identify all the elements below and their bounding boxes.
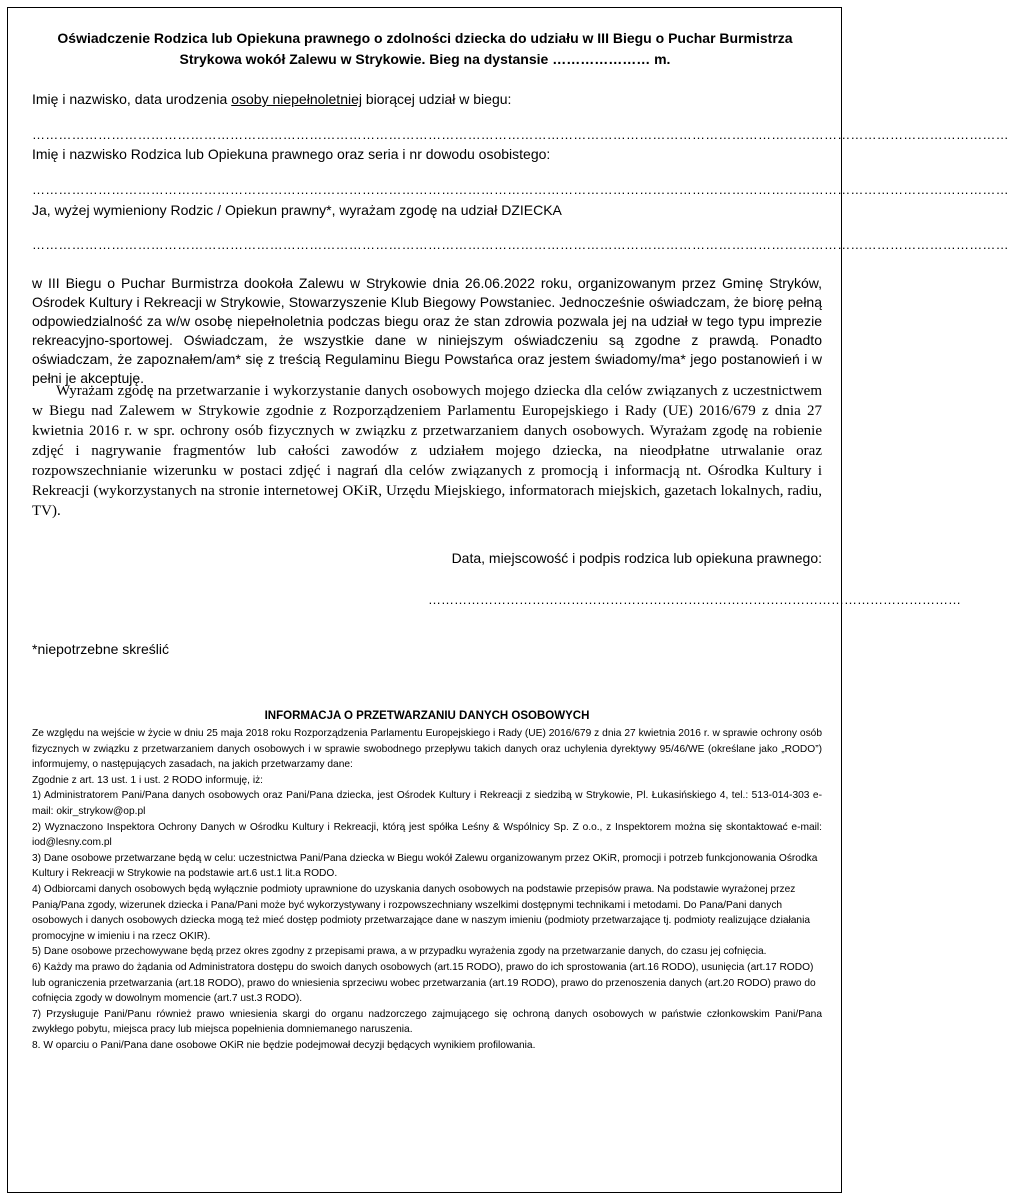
footnote: *niepotrzebne skreślić: [32, 641, 169, 657]
info-item-5: 5) Dane osobowe przechowywane będą przez okres zgodny z przepisami prawa, a w przypadku wyrażenia zgody na przetwarzanie danych, do czasu jej cofnięcia.: [32, 946, 767, 958]
info-item-7: 7) Przysługuje Pani/Panu również prawo wniesienia skargi do organu nadzorczego zajmującego się ochroną danych osobowych w państwie członkowskim Pani/Pana zwykłego pobytu, miejsca pracy lub miejsca popełnienia domniemanego naruszenia.: [32, 1008, 822, 1036]
info-item-1: 1) Administratorem Pani/Pana danych osobowych oraz Pani/Pana dziecka, jest Ośrodek Kultury i Rekreacji z siedzibą w Strykowie, Pl. Łukasińskiego 4, tel.: 513-014-303 e-mail: okir_strykow@op.pl: [32, 790, 822, 817]
signature-field[interactable]: ……………………………………………………………………………………………………………: [428, 592, 961, 607]
info-item-3: 3) Dane osobowe przetwarzane będą w celu: uczestnictwa Pani/Pana dziecka w Biegu wokół Zalewu organizowanym przez OKiR, promocji i potrzeb funkcjonowania Ośrodka Kultury i Rekreacji w Strykowie na podstawie art.6 ust.1 lit.a RODO.: [32, 852, 818, 880]
data-consent-paragraph: Wyrażam zgodę na przetwarzanie i wykorzystanie danych osobowych mojego dziecka dla celów związanych z uczestnictwem w Biegu nad Zalewem w Strykowie zgodnie z Rozporządzeniem Parlamentu Europejskiego i Rady (UE) 2016/679 z dnia 27 kwietnia 2016 r. w spr. ochrony osób fizycznych w związku z przetwarzaniem danych osobowych. Wyrażam zgodę na robienie zdjęć i nagrywanie fragmentów lub całości zawodów z udziałem mojego dziecka, na nieodpłatne utrwalanie oraz rozpowszechnianie wizerunku w postaci zdjęć i nagrań dla celów związanych z promocją i informacją nt. Ośrodka Kultury i Rekreacji (wykorzystanych na stronie internetowej OKiR, Urzędu Miejskiego, informatorach miejskich, gazetach lokalnych, radiu, TV).: [32, 383, 822, 519]
signature-label: Data, miejscowość i podpis rodzica lub opiekuna prawnego:: [451, 550, 822, 566]
consent-label: Ja, wyżej wymieniony Rodzic / Opiekun prawny*, wyrażam zgodę na udział DZIECKA: [32, 202, 562, 218]
declaration-paragraph: w III Biegu o Puchar Burmistrza dookoła Zalewu w Strykowie dnia 26.06.2022 roku, organizowanym przez Gminę Stryków, Ośrodek Kultury i Rekreacji w Strykowie, Stowarzyszenie Klub Biegowy Powstaniec. Jednocześnie oświadczam, że biorę pełną odpowiedzialność za w/w osobę niepełnoletnia podczas biegu oraz że stan zdrowia pozwala jej na udział w tego typu imprezie rekreacyjno-sportowej. Oświadczam, że wszystkie dane w niniejszym oświadczeniu są zgodne z prawdą. Ponadto oświadczam, że zapoznałem/am* się z treścią Regulaminu Biegu Powstańca oraz jestem świadomy/ma* jego postanowień i w pełni je akceptuję.: [32, 275, 822, 386]
child-name-label: [32, 90, 511, 108]
info-legal-basis: Zgodnie z art. 13 ust. 1 i ust. 2 RODO informuję, iż:: [32, 774, 264, 786]
parent-name-label: Imię i nazwisko Rodzica lub Opiekuna prawnego oraz seria i nr dowodu osobistego:: [32, 146, 551, 162]
child-name-field[interactable]: ……………………………………………………………………………………………………………………………………………………………………………………………………: [32, 127, 1009, 142]
info-item-8: 8. W oparciu o Pani/Pana dane osobowe OKiR nie będzie podejmował decyzji będących wynikiem profilowania.: [32, 1039, 536, 1051]
title-line-1: Oświadczenie Rodzica lub Opiekuna prawnego o zdolności dziecka do udziału w III Biegu o Puchar Burmistrza: [57, 30, 793, 46]
info-title: INFORMACJA O PRZETWARZANIU DANYCH OSOBOWYCH: [264, 710, 590, 722]
child-name-label-suffix: biorącej udział w biegu:: [361, 91, 512, 107]
info-item-2: 2) Wyznaczono Inspektora Ochrony Danych w Ośrodku Kultury i Rekreacji, którą jest spółka Leśny & Wspólnicy Sp. Z o.o., z Inspektorem można się skontaktować e-mail: iod@lesny.com.pl: [32, 821, 822, 849]
info-intro: Ze względu na wejście w życie w dniu 25 maja 2018 roku Rozporządzenia Parlamentu Europejskiego i Rady (UE) 2016/679 z dnia 27 kwietnia 2016 r. w sprawie ochrony osób fizycznych w związku z przetwarzaniem danych osobowych i w sprawie swobodnego przepływu takich danych oraz uchylenia dyrektywy 95/46/WE (określane jako „RODO”) informujemy, o następujących zasadach, na jakich przetwarzamy dane:: [32, 728, 822, 771]
info-item-6: 6) Każdy ma prawo do żądania od Administratora dostępu do swoich danych osobowych (art.15 RODO), prawo do ich sprostowania (art.16 RODO), usunięcia (art.17 RODO) lub ograniczenia przetwarzania (art.18 RODO), prawo do wniesienia sprzeciwu wobec przetwarzania (art.19 RODO), prawo do przenoszenia danych (art.20 RODO) prawo do cofnięcia zgody w dowolnym momencie (art.7 ust.3 RODO).: [32, 961, 816, 1005]
info-section: [32, 726, 822, 1053]
parent-name-field[interactable]: ……………………………………………………………………………………………………………………………………………………………………………………………………: [32, 182, 1009, 197]
info-item-4: 4) Odbiorcami danych osobowych będą wyłącznie podmioty uprawnione do uzyskania danych osobowych na podstawie przepisów prawa. Na podstawie wyrażonej przez Panią/Pana zgody, wizerunek dziecka i Pana/Pani może być wykorzystywany i rozpowszechniany wszelkimi dostępnymi technikami i metodami. Do Pana/Pani danych osobowych i danych osobowych dziecka mogą też mieć dostęp podmioty przetwarzające dane w naszym imieniu (podmioty przetwarzające tj. podmioty realizujące działania promocyjne w imieniu i na rzecz OKIR).: [32, 883, 811, 942]
title-line-2: Strykowa wokół Zalewu w Strykowie. Bieg na dystansie ………………… m.: [179, 51, 671, 67]
page-title: [35, 28, 815, 70]
child-consent-field[interactable]: ……………………………………………………………………………………………………………………………………………………………………………………………………: [32, 237, 1009, 252]
child-name-label-underlined: osoby niepełnoletniej: [231, 91, 362, 107]
child-name-label-prefix: Imię i nazwisko, data urodzenia: [32, 91, 232, 107]
